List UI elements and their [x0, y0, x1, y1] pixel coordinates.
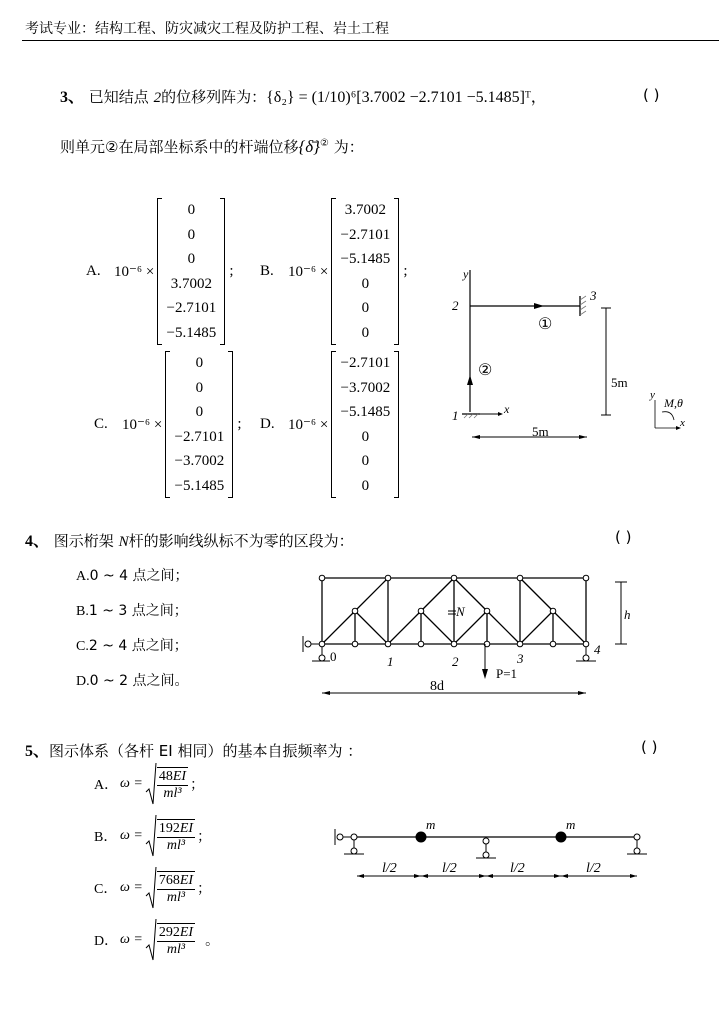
element-label-2: ②	[478, 362, 493, 379]
q3-line2	[60, 136, 364, 157]
segment-label-1: l/2	[382, 861, 397, 876]
q3-middle: 的位移列阵为：	[161, 88, 267, 106]
q4-stem	[25, 528, 354, 551]
sqrt-sign	[145, 762, 157, 806]
segment-label-4: l/2	[586, 861, 601, 876]
q5-stem	[25, 738, 362, 761]
truss-joint	[418, 608, 424, 614]
matrix-cell: 0	[361, 453, 370, 469]
right-support	[576, 647, 596, 661]
point-label-2: 2	[452, 654, 459, 669]
truss-joint	[550, 608, 556, 614]
option-label: C．	[94, 882, 118, 897]
q4-option-a[interactable]	[76, 565, 189, 585]
q3-delta-symbol: {δ̄}	[298, 137, 320, 156]
middle-support	[476, 838, 496, 858]
matrix-cell: −2.7101	[340, 226, 391, 243]
q4-text: 图示桁架	[53, 532, 114, 550]
q5-text: 图示体系（各杆 EI 相同）的基本自振频率为 ：	[49, 742, 363, 760]
ei: EI	[179, 924, 194, 940]
beam-direction-arrow	[534, 303, 544, 309]
option-label: A．	[94, 778, 119, 793]
omega: ω =	[120, 828, 143, 843]
coef: 292	[158, 924, 180, 940]
option-label: A.	[76, 569, 90, 584]
truss-joint	[319, 575, 325, 581]
x-axis-label: x	[504, 402, 510, 416]
load-label: P=1	[496, 666, 518, 681]
matrix-cell: −3.7002	[174, 453, 225, 469]
option-label: D.	[76, 674, 90, 689]
denominator: ml³	[163, 785, 182, 801]
q4-answer-paren[interactable]: ( )	[615, 528, 632, 546]
q3-number: 3、	[60, 89, 85, 106]
truss-joint	[352, 608, 358, 614]
segment-label-3: l/2	[510, 861, 525, 876]
truss-joint	[385, 641, 391, 647]
header-divider	[22, 40, 719, 41]
matrix-cell: 0	[195, 404, 204, 420]
truss-member	[355, 578, 388, 611]
truss-joint	[583, 575, 589, 581]
truss-member	[388, 611, 421, 644]
q4-text2: 杆的影响线纵标不为零的区段为：	[128, 532, 354, 550]
matrix-cell: 0	[187, 202, 196, 218]
separator: ；	[190, 778, 205, 793]
mass-label-1: m	[426, 817, 436, 832]
node-label-2: 2	[452, 298, 459, 313]
coef: 192	[158, 820, 180, 836]
fraction	[157, 767, 188, 802]
sqrt-sign	[145, 814, 157, 858]
sqrt-sign	[145, 918, 157, 962]
ei: EI	[179, 820, 194, 836]
q3-formula: {δ₂} = (1/10)⁶[3.7002 −2.7101 −5.1485]ᵀ，	[266, 89, 547, 106]
q5-answer-paren[interactable]: ( )	[641, 738, 658, 756]
truss-joint	[517, 641, 523, 647]
option-label: D.	[260, 416, 275, 432]
option-label: B.	[260, 263, 274, 279]
option-label: D．	[94, 934, 119, 949]
matrix-cell: 0	[187, 226, 196, 243]
separator: ;	[237, 416, 242, 432]
legend-y-label: y	[650, 389, 655, 401]
separator: ；	[197, 830, 212, 845]
factor: 10⁻⁶ ×	[122, 417, 163, 433]
node-label-3: 3	[590, 288, 597, 303]
matrix-cell: 0	[361, 275, 370, 292]
point-label-1: 1	[387, 654, 394, 669]
matrix-cell: 0	[361, 477, 370, 494]
q4-option-d[interactable]	[76, 670, 189, 690]
legend-x-label: x	[680, 417, 685, 429]
truss-member	[322, 611, 355, 644]
q3-line1	[60, 84, 547, 107]
option-label: C.	[76, 639, 89, 654]
truss-member	[553, 611, 586, 644]
q3-answer-paren[interactable]: ( )	[643, 86, 660, 104]
truss-joint	[385, 575, 391, 581]
truss-joint	[517, 575, 523, 581]
option-label: C.	[94, 416, 108, 432]
matrix-cell: 0	[195, 355, 204, 371]
denominator: ml³	[166, 889, 186, 905]
q5-option-a[interactable]	[94, 762, 204, 806]
option-text: 1 ~ 3 点之间；	[88, 603, 188, 619]
matrix-cell: 3.7002	[170, 275, 212, 292]
matrix-cell: −2.7101	[174, 428, 225, 445]
mass-1	[416, 832, 427, 843]
q5-option-b[interactable]	[94, 814, 211, 858]
mass-label-2: m	[566, 817, 576, 832]
option-text: 0 ~ 4 点之间；	[89, 568, 189, 584]
option-label: B.	[76, 604, 89, 619]
mass-2	[556, 832, 567, 843]
q3-node: 2	[153, 90, 162, 106]
member-n-label: N	[456, 604, 465, 619]
q4-option-c[interactable]	[76, 635, 188, 655]
sign-convention-legend	[649, 389, 685, 430]
span-label: 8d	[430, 679, 444, 694]
matrix-cell: −5.1485	[340, 251, 391, 267]
legend-m-label: M,θ	[664, 396, 683, 410]
denominator: ml³	[166, 941, 186, 957]
q3-prefix: 已知结点	[88, 88, 149, 106]
denominator: ml³	[166, 837, 186, 853]
fixed-support-3-hatch	[580, 296, 586, 315]
truss-joint	[451, 575, 457, 581]
width-dimension-label: 5m	[532, 424, 549, 439]
q3-option-a[interactable]	[86, 198, 234, 345]
truss-member	[421, 611, 454, 644]
q4-option-b[interactable]	[76, 600, 188, 620]
fraction	[157, 923, 195, 958]
separator: ;	[229, 263, 234, 279]
matrix-cell: 0	[187, 251, 196, 267]
option-label: B．	[94, 830, 118, 845]
truss-member	[487, 611, 520, 644]
factor: 10⁻⁶ ×	[288, 417, 329, 433]
matrix	[331, 198, 399, 345]
q4-truss-figure	[290, 565, 640, 700]
q3-option-c[interactable]	[94, 351, 242, 498]
truss-member	[355, 611, 388, 644]
q3-line2-suffix: 为：	[333, 138, 364, 156]
factor: 10⁻⁶ ×	[114, 264, 155, 280]
omega: ω =	[120, 932, 143, 947]
q3-line2-prefix: 则单元②在局部坐标系中的杆端位移	[60, 138, 299, 156]
omega: ω =	[120, 880, 143, 895]
point-label-4: 4	[594, 642, 601, 657]
separator: ;	[403, 263, 408, 279]
truss-joint	[484, 608, 490, 614]
truss-joint	[451, 641, 457, 647]
matrix-cell: −5.1485	[340, 404, 391, 420]
node-label-1: 1	[452, 408, 459, 423]
q5-option-c[interactable]	[94, 866, 211, 910]
matrix-cell: −3.7002	[340, 379, 391, 396]
q4-number: 4、	[25, 533, 50, 550]
coef: 48	[158, 768, 173, 784]
q3-delta-sup: ②	[319, 138, 329, 149]
ei: EI	[179, 872, 194, 888]
truss-joint	[550, 641, 556, 647]
height-label: h	[624, 607, 631, 622]
matrix	[165, 351, 233, 498]
q3-option-b[interactable]	[260, 198, 408, 345]
column-direction-arrow	[467, 375, 473, 385]
truss-joint	[319, 641, 325, 647]
option-label: A.	[86, 263, 101, 279]
ei: EI	[172, 768, 187, 784]
truss-member	[421, 578, 454, 611]
coef: 768	[158, 872, 180, 888]
truss-joint	[583, 641, 589, 647]
left-support	[335, 829, 364, 854]
page-header: 考试专业：结构工程、防灾减灾工程及防护工程、岩土工程	[25, 21, 389, 37]
x-axis-arrow	[498, 412, 503, 416]
q5-beam-figure	[320, 810, 660, 890]
matrix-cell: 0	[195, 379, 204, 396]
matrix-cell: −2.7101	[340, 355, 391, 371]
point-label-0: 0	[330, 649, 337, 664]
option-text: 2 ~ 4 点之间；	[88, 638, 188, 654]
separator: 。	[205, 934, 220, 949]
element-label-1: ①	[538, 316, 553, 333]
omega: ω =	[120, 776, 143, 791]
fraction	[157, 871, 195, 906]
sqrt-sign	[145, 866, 157, 910]
truss-joint	[418, 641, 424, 647]
matrix-cell: 0	[361, 324, 370, 341]
q5-option-d[interactable]	[94, 918, 219, 962]
fraction	[157, 819, 195, 854]
q3-frame-figure	[440, 260, 719, 450]
matrix-cell: −2.7101	[166, 300, 217, 316]
matrix-cell: −5.1485	[166, 324, 217, 341]
matrix	[157, 198, 225, 345]
q4-member: N	[118, 534, 129, 550]
separator: ；	[197, 882, 212, 897]
q5-number: 5、	[25, 743, 50, 760]
segment-label-2: l/2	[442, 861, 457, 876]
truss-member	[520, 611, 553, 644]
option-text: 0 ~ 2 点之间。	[89, 673, 189, 689]
truss-member	[520, 578, 553, 611]
y-axis-label: y	[463, 267, 469, 281]
q3-option-d[interactable]	[260, 351, 399, 498]
matrix-cell: 0	[361, 300, 370, 316]
matrix-cell: 3.7002	[344, 202, 386, 218]
matrix	[331, 351, 399, 498]
point-label-3: 3	[517, 651, 524, 666]
factor: 10⁻⁶ ×	[288, 264, 329, 280]
matrix-cell: −5.1485	[174, 477, 225, 494]
truss-joint	[352, 641, 358, 647]
height-dimension-label: 5m	[611, 375, 628, 390]
matrix-cell: 0	[361, 428, 370, 445]
